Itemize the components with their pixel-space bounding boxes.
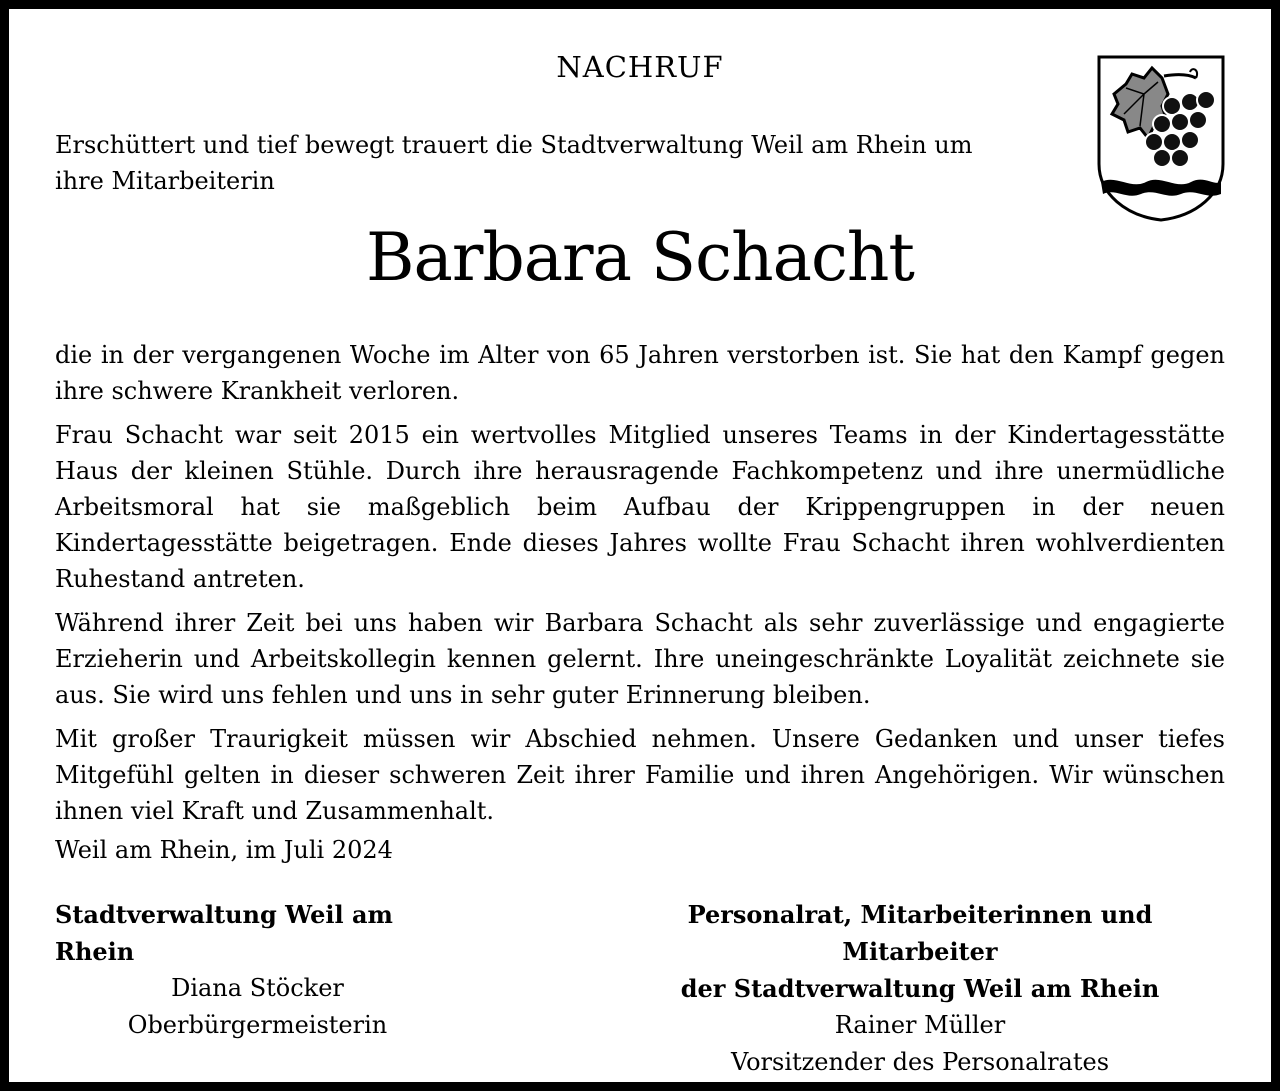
paragraph: die in der vergangenen Woche im Alter von 65 Jahren verstorben ist. Sie hat den Kampf gegen ihre schwere Krankheit verloren. — [55, 341, 1225, 405]
intro-text: Erschüttert und tief bewegt trauert die Stadtverwaltung Weil am Rhein um ihre Mitarbeiterin — [55, 131, 973, 195]
signature-person: Diana Stöcker — [171, 974, 344, 1002]
signature-person: Rainer Müller — [834, 1011, 1006, 1039]
paragraph: Frau Schacht war seit 2015 ein wertvolles Mitglied unseres Teams in der Kindertagesstätte Haus der kleinen Stühle. Durch ihre herausragende Fachkompetenz und ihre unermüdliche Arbeitsmoral hat sie maßgeblich beim Aufbau der Krippengruppen in der neuen Kindertagesstätte beigetragen. Ende dieses Jahres wollte Frau Schacht ihren wohlverdienten Ruhestand antreten. — [55, 421, 1225, 593]
signature-right — [615, 896, 1225, 1081]
signature-role: Oberbürgermeisterin — [127, 1011, 388, 1039]
signature-org: Stadtverwaltung Weil am Rhein — [55, 900, 393, 966]
signature-org-line1: Personalrat, Mitarbeiterinnen und Mitarbeiter — [687, 900, 1153, 966]
obituary-body — [55, 337, 1225, 837]
signature-role: Vorsitzender des Personalrates — [730, 1048, 1110, 1076]
paragraph: Mit großer Traurigkeit müssen wir Abschied nehmen. Unsere Gedanken und unser tiefes Mitgefühl gelten in dieser schweren Zeit ihrer Familie und ihren Angehörigen. Wir wünschen ihnen viel Kraft und Zusammenhalt. — [55, 725, 1225, 825]
signature-org-line2: der Stadtverwaltung Weil am Rhein — [680, 974, 1160, 1003]
signature-left — [55, 896, 460, 1044]
paragraph: Während ihrer Zeit bei uns haben wir Barbara Schacht als sehr zuverlässige und engagierte Erzieherin und Arbeitskollegin kennen gelernt. Ihre uneingeschränkte Loyalität zeichnete sie aus. Sie wird uns fehlen und uns in sehr guter Erinnerung bleiben. — [55, 609, 1225, 709]
place-date: Weil am Rhein, im Juli 2024 — [55, 836, 393, 864]
deceased-name: Barbara Schacht — [366, 219, 914, 296]
page-title: NACHRUF — [556, 50, 724, 84]
grape-vine-crest-icon — [1096, 54, 1226, 222]
